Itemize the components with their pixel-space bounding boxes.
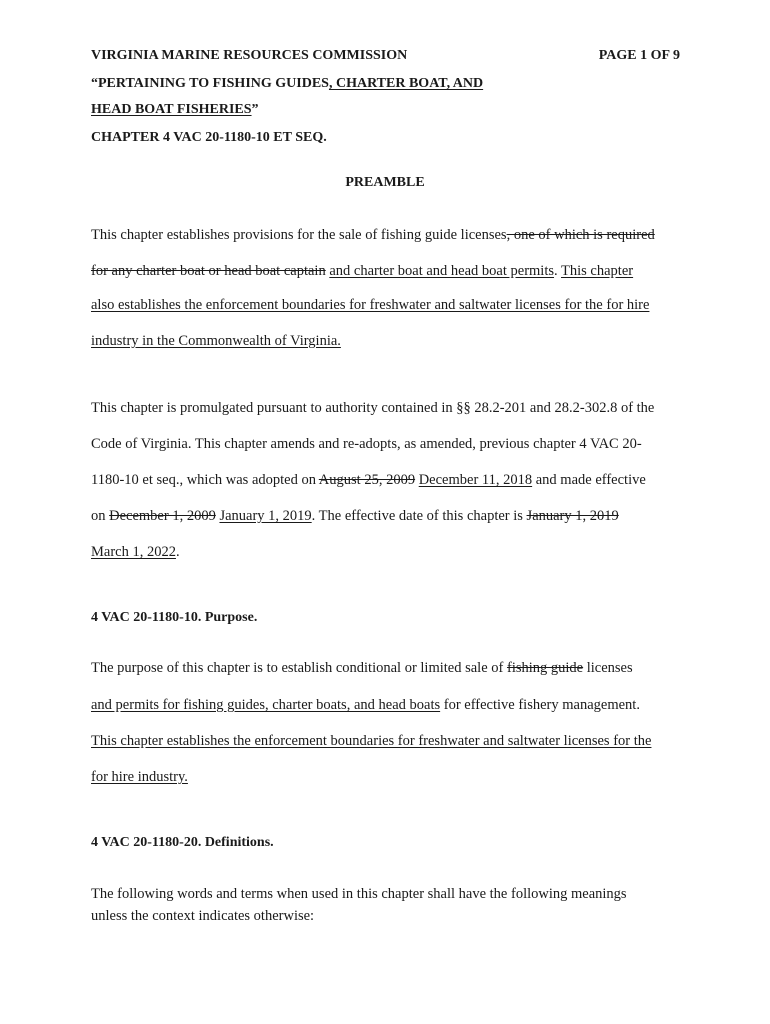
preamble-p1-line (91, 226, 655, 244)
preamble-p2-line (91, 543, 180, 561)
inserted-date: December 11, 2018 (418, 472, 533, 488)
text: . (175, 544, 180, 560)
page-indicator: PAGE 1 OF 9 (598, 48, 680, 63)
deleted-text: for any charter boat or head boat captain (91, 263, 326, 279)
preamble-p1-line: also establishes the enforcement boundaries for freshwater and saltwater licenses for the for hire (91, 297, 650, 313)
text: . (554, 263, 562, 279)
text: 1180-10 et seq., which was adopted on (91, 472, 319, 488)
section-20-line: unless the context indicates otherwise: (91, 908, 315, 924)
deleted-date: August 25, 2009 (318, 472, 416, 488)
regulation-title-line-2 (91, 101, 259, 119)
preamble-p2-line: Code of Virginia. This chapter amends and re-adopts, as amended, previous chapter 4 VAC 20- (91, 436, 642, 452)
title-text: ” (251, 102, 259, 117)
preamble-p1-line (91, 262, 633, 280)
text: on (91, 508, 110, 524)
inserted-date: January 1, 2019 (219, 508, 312, 524)
section-10-line (91, 696, 640, 714)
text: . The effective date of this chapter is (311, 508, 527, 524)
section-10-heading: 4 VAC 20-1180-10. Purpose. (91, 610, 258, 625)
text: licenses (583, 660, 633, 676)
section-20-line: The following words and terms when used in this chapter shall have the following meanings (91, 886, 627, 902)
title-inserted-text: HEAD BOAT FISHERIES (91, 102, 252, 117)
inserted-text: and charter boat and head boat permits (329, 263, 555, 279)
section-10-line: for hire industry. (91, 769, 188, 785)
inserted-date: March 1, 2022 (91, 544, 176, 560)
deleted-text: fishing guide (506, 660, 584, 676)
text: for effective fishery management. (440, 697, 640, 713)
section-10-line (91, 659, 633, 677)
section-10-line: This chapter establishes the enforcement boundaries for freshwater and saltwater licenses for the (91, 733, 652, 749)
preamble-heading: PREAMBLE (345, 175, 425, 190)
title-text: “PERTAINING TO FISHING GUIDES (91, 76, 329, 91)
text: This chapter establishes provisions for the sale of fishing guide licenses (91, 227, 507, 243)
text: and made effective (532, 472, 646, 488)
deleted-date: January 1, 2019 (526, 508, 619, 524)
chapter-citation: CHAPTER 4 VAC 20-1180-10 ET SEQ. (91, 130, 327, 145)
preamble-p2-line (91, 507, 619, 525)
preamble-p2-line (91, 471, 646, 489)
inserted-text: and permits for fishing guides, charter boats, and head boats (91, 697, 441, 713)
preamble-p1-line: industry in the Commonwealth of Virginia. (91, 333, 341, 349)
deleted-date: December 1, 2009 (109, 508, 216, 524)
deleted-text: , one of which is required (506, 227, 655, 243)
regulation-title-line-1 (91, 75, 483, 93)
preamble-p2-line: This chapter is promulgated pursuant to authority contained in §§ 28.2-201 and 28.2-302.8 of the (91, 400, 655, 416)
text: The purpose of this chapter is to establish conditional or limited sale of (91, 660, 507, 676)
title-inserted-text: , CHARTER BOAT, AND (328, 76, 484, 91)
agency-name: VIRGINIA MARINE RESOURCES COMMISSION (91, 48, 408, 63)
inserted-text: This chapter (561, 263, 634, 279)
section-20-heading: 4 VAC 20-1180-20. Definitions. (91, 835, 274, 850)
